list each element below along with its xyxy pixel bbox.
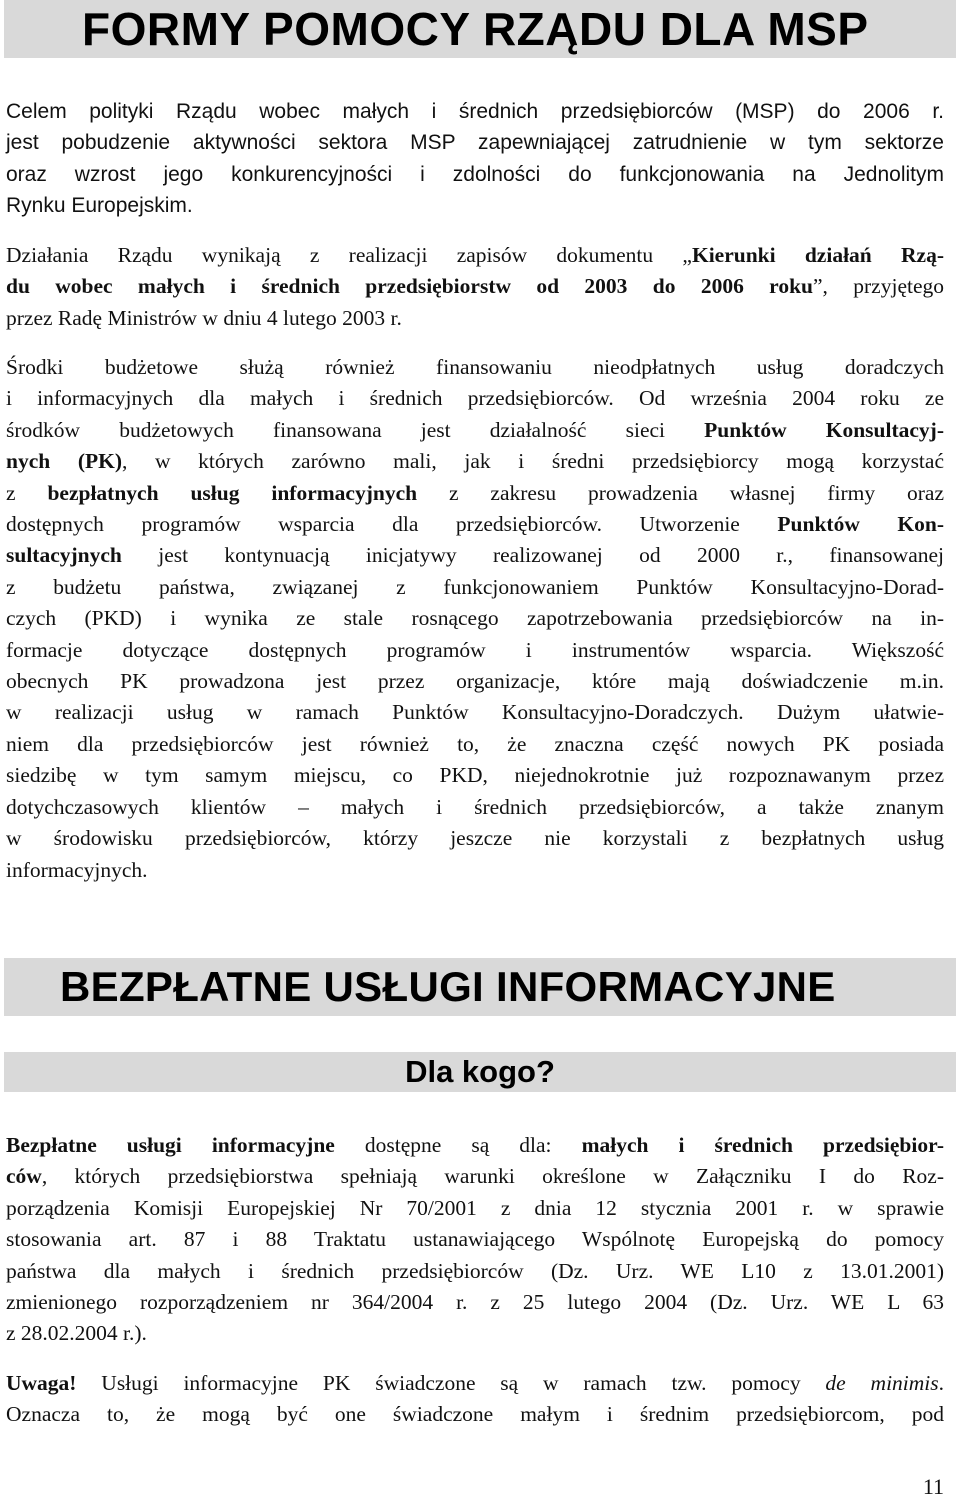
text-run: jest kontynuacją inicjatywy realizowanej od 2000 r., finansowanej [121, 543, 944, 568]
bold-term: Punktów Kon- [777, 512, 944, 537]
text-line [6, 240, 944, 271]
subsection-header-dla-kogo [4, 1052, 956, 1092]
text-line: z budżetu państwa, związanej z funkcjonowaniem Punktów Konsultacyjno-Dorad- [6, 574, 944, 599]
text-line: jest pobudzenie aktywności sektora MSP zapewniającej zatrudnienie w tym sektorze [6, 131, 944, 155]
bold-term: Bezpłatne usługi informacyjne [6, 1133, 335, 1157]
text-line: stosowania art. 87 i 88 Traktatu ustanawiającego Wspólnotę Europejską do pomocy [6, 1227, 944, 1252]
paragraph-bezplatne-uslugi [6, 1130, 944, 1350]
text-line: porządzenia Komisji Europejskiej Nr 70/2001 z dnia 12 stycznia 2001 r. w sprawie [6, 1195, 944, 1220]
paragraph-dzialania [6, 240, 944, 334]
text-line: obecnych PK prowadzona jest przez organizacje, które mają doświadczenie m.in. [6, 669, 944, 694]
text-line: siedzibę w tym samym miejscu, co PKD, niejednokrotnie już rozpoznawanym przez [6, 763, 944, 788]
text-line: zmienionego rozporządzeniem nr 364/2004 r. z 25 lutego 2004 (Dz. Urz. WE L 63 [6, 1290, 944, 1315]
text-line [6, 540, 944, 571]
text-line: oraz wzrost jego konkurencyjności i zdolności do funkcjonowania na Jednolitym [6, 162, 944, 186]
section-header-bezplatne-uslugi [4, 958, 956, 1016]
warning-label: Uwaga! [6, 1371, 77, 1395]
bold-term: ców [6, 1164, 42, 1189]
paragraph-srodki [6, 352, 944, 886]
text-line [6, 1130, 944, 1161]
text-line [6, 271, 944, 302]
document-title-bold: du wobec małych i średnich przedsiębiorstw od 2003 do 2006 roku [6, 274, 813, 299]
text-run: dostępne są dla: [334, 1133, 582, 1157]
bold-term: sultacyjnych [6, 543, 122, 568]
text-line: formacje dotyczące dostępnych programów i instrumentów wsparcia. Większość [6, 637, 944, 662]
text-line: czych (PKD) i wynika ze stale rosnącego zapotrzebowania przedsiębiorców na in- [6, 606, 944, 631]
text-run: dostępnych programów wsparcia dla przedsiębiorców. Utworzenie [6, 512, 778, 537]
page-number: 11 [922, 1474, 944, 1499]
text-line [6, 509, 944, 540]
text-run: , których przedsiębiorstwa spełniają warunki określone w Załączniku I do Roz- [41, 1164, 944, 1189]
text-line: w środowisku przedsiębiorców, którzy jeszcze nie korzystali z bezpłatnych usług [6, 826, 944, 851]
paragraph-uwaga [6, 1368, 944, 1431]
text-run: . [938, 1371, 945, 1395]
bold-term: nych (PK) [6, 449, 123, 474]
text-line: informacyjnych. [6, 857, 148, 882]
text-run: z zakresu prowadzenia własnej firmy oraz [417, 480, 944, 505]
text-line: w realizacji usług w ramach Punktów Konsultacyjno-Doradczych. Dużym ułatwie- [6, 700, 944, 725]
text-line: Rynku Europejskim. [6, 194, 193, 218]
text-line: Celem polityki Rządu wobec małych i średnich przedsiębiorców (MSP) do 2006 r. [6, 100, 944, 123]
text-line [6, 1368, 944, 1399]
text-run: środków budżetowych finansowana jest działalność sieci [6, 417, 705, 442]
section-header-text: FORMY POMOCY RZĄDU DLA MSP [82, 3, 869, 55]
text-run: z [6, 480, 48, 505]
text-line: niem dla przedsiębiorców jest również to, że znaczna część nowych PK posiada [6, 731, 944, 756]
text-run: Działania Rządu wynikają z realizacji zapisów dokumentu „ [6, 243, 692, 267]
text-line: dotychczasowych klientów – małych i średnich przedsiębiorców, a także znanym [6, 794, 944, 819]
subsection-header-text: Dla kogo? [405, 1054, 555, 1089]
text-line [6, 478, 944, 509]
text-line: z 28.02.2004 r.). [6, 1321, 147, 1346]
bold-term: bezpłatnych usług informacyjnych [47, 480, 418, 505]
text-line [6, 1161, 944, 1192]
text-run: Usługi informacyjne PK świadczone są w ramach tzw. pomocy [76, 1371, 826, 1395]
text-line [6, 446, 944, 477]
document-title-bold: Kierunki działań Rzą- [691, 243, 944, 267]
bold-term: małych i średnich przedsiębior- [581, 1133, 944, 1157]
text-run: , w których zarówno mali, jak i średni przedsiębiorcy mogą korzystać [122, 449, 944, 474]
text-line: Oznacza to, że mogą być one świadczone małym i średnim przedsiębiorcom, pod [6, 1402, 944, 1427]
bold-term: Punktów Konsultacyj- [704, 417, 944, 442]
text-line: państwa dla małych i średnich przedsiębiorców (Dz. Urz. WE L10 z 13.01.2001) [6, 1258, 944, 1283]
section-header-formy-pomocy [4, 0, 956, 58]
text-line: i informacyjnych dla małych i średnich przedsiębiorców. Od września 2004 roku ze [6, 386, 944, 411]
paragraph-intro [6, 96, 944, 222]
text-line [6, 415, 944, 446]
text-run: ”, przyjętego [813, 274, 945, 299]
section-header-text: BEZPŁATNE USŁUGI INFORMACYJNE [60, 963, 836, 1010]
text-line: przez Radę Ministrów w dniu 4 lutego 2003 r. [6, 305, 402, 330]
text-line: Środki budżetowe służą również finansowaniu nieodpłatnych usług doradczych [6, 355, 944, 379]
italic-term: de minimis [825, 1371, 939, 1395]
